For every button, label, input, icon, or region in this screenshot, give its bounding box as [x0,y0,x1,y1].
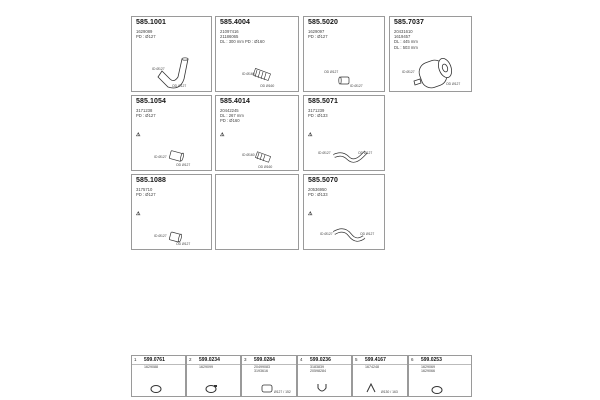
sleeve-pipe-drawing [132,96,213,172]
part-number: 599.0284 [254,357,275,363]
accessory-cell-6[interactable] [408,355,472,397]
part-description: 1629069 1629066 [421,365,435,374]
part-number: 599.0236 [310,357,331,363]
outer-diameter-label: OD Ø127 [176,242,191,246]
part-number: 599.0234 [199,357,220,363]
sleeve-pipe-drawing [132,175,213,251]
bent-pipe-drawing [304,175,386,251]
part-number: 599.0253 [421,357,442,363]
part-number: 585.7037 [394,19,424,26]
clamp-ring-drawing [187,356,242,398]
part-description: 1629089 PD : Ø127 [136,29,156,40]
flex-pipe-drawing [216,17,300,93]
warning-icon: ⚠ [136,211,141,217]
part-card-empty [215,174,299,250]
inner-diameter-label: ID Ø127 [320,232,333,236]
item-number: 3 [244,357,247,362]
item-number: 4 [300,357,303,362]
part-card-585-7037[interactable] [389,16,472,92]
inner-diameter-label: ID Ø127 [154,155,167,159]
item-number: 6 [411,357,414,362]
part-number: 585.4004 [220,19,250,26]
item-number: 5 [355,357,358,362]
item-number: 1 [134,357,137,362]
clamp-pipe-drawing [304,17,386,93]
diameter-label: Ø127 / 152 [274,390,291,394]
u-bolt-drawing [298,356,353,398]
part-card-585-5020[interactable] [303,16,385,92]
elbow-pipe-drawing [132,17,213,93]
inner-diameter-label: ID Ø127 [318,151,331,155]
part-card-585-4014[interactable] [215,95,299,171]
inner-diameter-label: ID Ø127 [350,84,363,88]
outer-diameter-label: OD Ø127 [358,151,373,155]
accessory-cell-4[interactable] [297,355,352,397]
part-description: 3171239 PD : Ø133 [308,108,328,119]
part-card-585-1088[interactable] [131,174,212,250]
part-number: 585.1054 [136,98,166,105]
part-description: 21097416 21186065 DL : 300 mm PD : Ø160 [220,29,265,45]
part-number: 585.4014 [220,98,250,105]
accessory-cell-5[interactable] [352,355,408,397]
part-card-585-4004[interactable] [215,16,299,92]
outer-diameter-label: OD Ø127 [360,232,375,236]
inner-diameter-label: ID Ø127 [402,70,415,74]
accessory-cell-1[interactable] [131,355,186,397]
diameter-label: Ø130 / 163 [381,390,398,394]
accessory-cell-3[interactable] [241,355,297,397]
flex-pipe-drawing [216,96,300,172]
part-number: 599.0761 [144,357,165,363]
outer-diameter-label: OD Ø127 [324,70,339,74]
warning-icon: ⚠ [308,211,313,217]
part-description: 1674248 [365,365,379,369]
part-description: 3175710 PD : Ø127 [136,187,156,198]
outer-diameter-label: OD Ø160 [260,84,275,88]
part-card-585-1001[interactable] [131,16,212,92]
outer-diameter-label: OD Ø160 [258,165,273,169]
inner-diameter-label: ID Ø127 [152,67,165,71]
part-number: 585.5071 [308,98,338,105]
part-description: 3183839 20598284 [310,365,326,374]
part-description: 1629099 [199,365,213,369]
part-description: 20431610 1619457 DL : 445 mm DL : 503 mm [394,29,418,50]
warning-icon: ⚠ [136,132,141,138]
warning-icon: ⚠ [308,132,313,138]
accessory-cell-2[interactable] [186,355,241,397]
clamp-ring-drawing [132,356,187,398]
inner-diameter-label: ID Ø160 [242,153,255,157]
part-number: 585.5020 [308,19,338,26]
item-number: 2 [189,357,192,362]
part-number: 585.1001 [136,19,166,26]
clamp-ring-drawing [409,356,473,398]
part-card-585-5071[interactable] [303,95,385,171]
part-number: 585.5070 [308,177,338,184]
part-description: 1629088 [144,365,158,369]
bracket-drawing [353,356,409,398]
part-description: 1629097 PD : Ø127 [308,29,328,40]
part-number: 585.1088 [136,177,166,184]
muffler-drawing [390,17,473,93]
bent-pipe-drawing [304,96,386,172]
outer-diameter-label: OD Ø127 [446,82,461,86]
outer-diameter-label: OD Ø127 [176,163,191,167]
part-card-585-1054[interactable] [131,95,212,171]
part-description: 3171238 PD : Ø127 [136,108,156,119]
part-description: 20499083 3193616 [254,365,270,374]
part-card-585-5070[interactable] [303,174,385,250]
pipe-clamp-drawing [242,356,298,398]
warning-icon: ⚠ [220,132,225,138]
part-description: 20442245 DL : 267 mm PD : Ø160 [220,108,244,124]
outer-diameter-label: OD Ø127 [172,84,187,88]
inner-diameter-label: ID Ø160 [242,72,255,76]
part-number: 599.4167 [365,357,386,363]
part-description: 20536950 PD : Ø133 [308,187,328,198]
inner-diameter-label: ID Ø127 [154,234,167,238]
